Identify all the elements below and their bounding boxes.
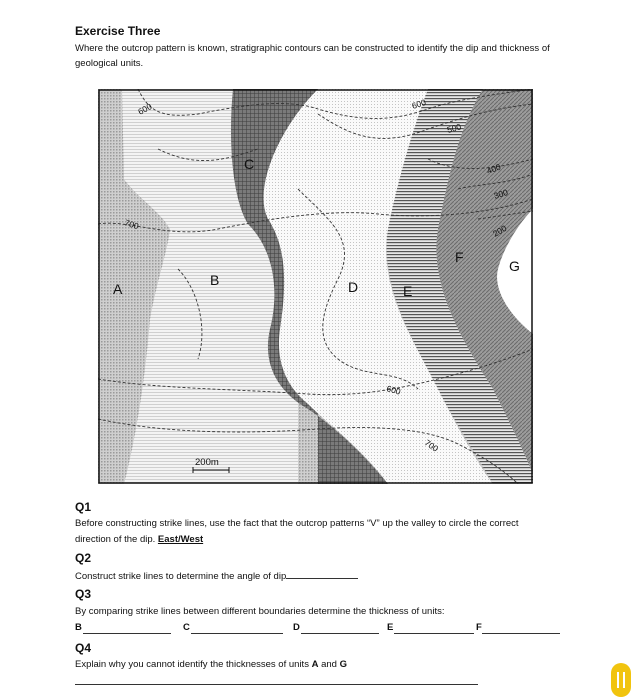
contour-label-700-left: 700 [123, 217, 140, 232]
q3-heading: Q3 [75, 587, 92, 601]
q4-text [75, 657, 550, 673]
page-navigation-handle[interactable] [611, 663, 631, 697]
q1-text [75, 516, 550, 548]
geological-map [98, 89, 533, 484]
scale-bar-label: 200m [195, 457, 219, 468]
q3-unit-f-blank[interactable] [482, 633, 560, 634]
q2-question: Construct strike lines to determine the angle of dip [75, 571, 287, 582]
q2-answer-blank[interactable] [286, 568, 358, 579]
q1-heading: Q1 [75, 500, 92, 514]
q4-unit-g: G [339, 659, 347, 670]
unit-label-d: D [348, 279, 359, 295]
pager-bar-icon [617, 672, 619, 688]
contour-label-600-top-right: 600 [410, 97, 428, 111]
q2-text [75, 568, 550, 585]
unit-label-e: E [403, 283, 413, 299]
unit-label-a: A [113, 281, 123, 297]
q3-answer-row [75, 622, 565, 638]
q2-heading: Q2 [75, 551, 92, 565]
unit-label-g: G [509, 258, 520, 274]
q4-heading: Q4 [75, 641, 92, 655]
contour-label-600-middle: 600 [385, 383, 402, 397]
q1-question: Before constructing strike lines, use the fact that the outcrop patterns “V” up the valley to circle the correct direction of the dip. [75, 518, 519, 545]
contour-label-600-top-left: 600 [136, 101, 154, 117]
pager-bar-icon [623, 672, 625, 688]
unit-label-b: B [210, 272, 220, 288]
exercise-title: Exercise Three [75, 24, 161, 38]
q4-question: Explain why you cannot identify the thicknesses of units [75, 659, 309, 670]
unit-label-f: F [455, 249, 464, 265]
q3-unit-e-label: E [387, 622, 394, 633]
q1-answer-options[interactable]: East/West [157, 534, 204, 545]
q3-unit-d-label: D [293, 622, 300, 633]
q3-unit-c-blank[interactable] [191, 633, 283, 634]
q4-unit-a: A [311, 659, 319, 670]
q3-unit-f-label: F [476, 622, 482, 633]
contour-label-400: 400 [485, 161, 503, 176]
contour-label-200: 200 [491, 222, 509, 239]
contour-label-500: 500 [445, 121, 463, 135]
q3-unit-b-label: B [75, 622, 82, 633]
intro-text: Where the outcrop pattern is known, stratigraphic contours can be constructed to identify the dip and thickness of geological units. [75, 43, 550, 69]
q4-answer-line[interactable] [75, 684, 478, 685]
q4-and: and [321, 659, 337, 670]
contour-label-300: 300 [492, 187, 510, 201]
contour-label-700-bottom: 700 [422, 437, 441, 454]
q3-unit-e-blank[interactable] [394, 633, 474, 634]
q3-unit-c-label: C [183, 622, 190, 633]
q3-text: By comparing strike lines between different boundaries determine the thickness of units: [75, 606, 445, 617]
unit-label-c: C [244, 156, 255, 172]
q3-unit-d-blank[interactable] [301, 633, 379, 634]
q3-unit-b-blank[interactable] [83, 633, 171, 634]
